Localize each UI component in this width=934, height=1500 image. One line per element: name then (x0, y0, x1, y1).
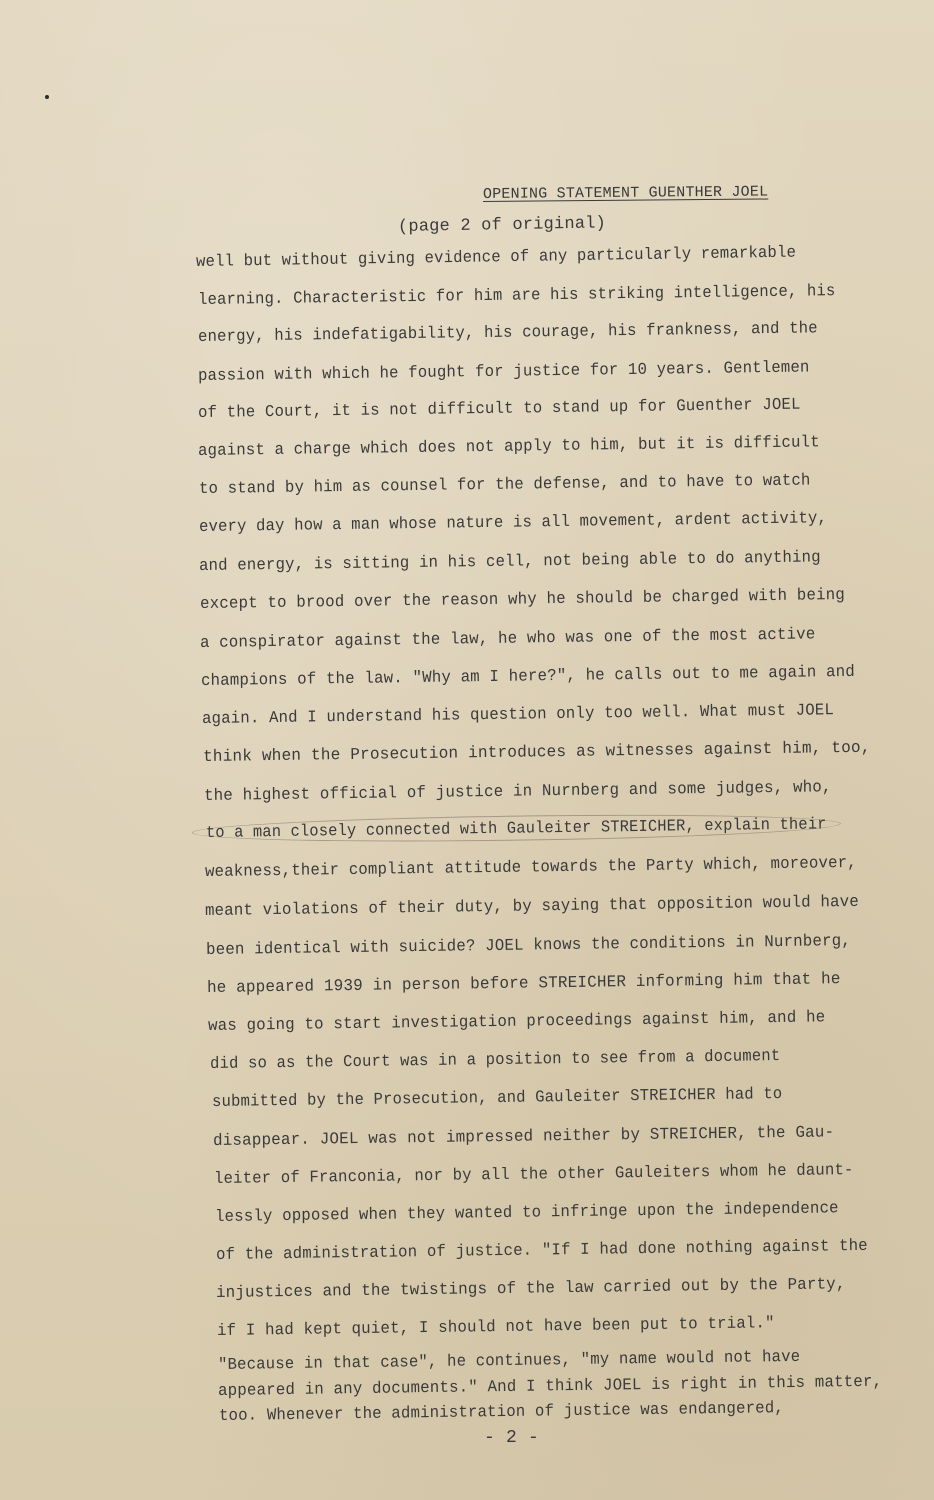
body-line-text: weakness,their compliant attitude towards the Party which, moreover, (204, 852, 857, 881)
page-reference: (page 2 of original) (397, 214, 607, 237)
body-line (203, 738, 871, 766)
body-line-text: submitted by the Prosecution, and Gauleiter STREICHER had to (211, 1084, 783, 1111)
body-line-text: appeared in any documents." And I think JOEL is right in this matter, (217, 1371, 883, 1400)
body-line (208, 1007, 826, 1035)
body-line-text: the highest official of justice in Nurnberg and some judges, who, (203, 777, 832, 805)
body-line-text: was going to start investigation proceedings against him, and he (207, 1007, 826, 1035)
body-line-text: meant violations of their duty, by saying that opposition would have (204, 891, 860, 920)
body-line-text: energy, his indefatigability, his courage, his frankness, and the (197, 318, 818, 346)
body-line (198, 318, 818, 346)
body-line-text: well but without giving evidence of any particularly remarkable (195, 242, 797, 271)
body-line-text: he appeared 1939 in person before STREICHER informing him that he (206, 969, 841, 997)
body-line (199, 547, 821, 575)
body-line (200, 585, 845, 613)
body-line (198, 281, 836, 309)
body-line (200, 624, 816, 652)
body-line (213, 1122, 835, 1150)
body-line (214, 1160, 854, 1188)
body-line-text: too. Whenever the administration of justice was endangered, (218, 1398, 785, 1425)
body-line (215, 1198, 839, 1226)
body-line-text: learning. Characteristic for him are his striking intelligence, his (197, 281, 836, 309)
body-line-text: think when the Prosecution introduces as witnesses against him, too, (202, 737, 871, 766)
body-line-text: disappear. JOEL was not impressed neither by STREICHER, the Gau- (212, 1122, 835, 1150)
body-line-text: except to brood over the reason why he should be charged with being (199, 584, 846, 613)
body-line (205, 853, 857, 881)
body-line (207, 969, 841, 997)
body-line (210, 1046, 781, 1073)
body-line-text: every day how a man whose nature is all movement, ardent activity, (198, 508, 828, 536)
body-line (202, 700, 834, 728)
body-line-text: against a charge which does not apply to him, but it is difficult (197, 432, 820, 460)
body-line-text: of the administration of justice. "If I had done nothing against the (215, 1235, 868, 1264)
body-line (216, 1236, 868, 1264)
body-line (205, 814, 841, 842)
body-line (199, 470, 811, 498)
body-line (205, 892, 859, 920)
body-line-text: "Because in that case", he continues, "my name would not have (217, 1346, 801, 1374)
body-line (198, 395, 801, 422)
body-line-text: a conspirator against the law, he who was one of the most active (199, 624, 816, 652)
body-line (212, 1084, 783, 1111)
body-line-text: to a man closely connected with Gauleiter STREICHER, explain their (192, 811, 841, 845)
body-line (206, 931, 851, 959)
body-line-text: and energy, is sitting in his cell, not being able to do anything (198, 547, 821, 575)
body-line-text: of the Court, it is not difficult to stand up for Guenther JOEL (197, 394, 801, 422)
body-line-text: passion with which he fought for justice for 10 years. Gentlemen (197, 357, 810, 385)
body-line-text: if I had kept quiet, I should not have been put to trial." (216, 1313, 775, 1340)
body-line-text: champions of the law. "Why am I here?", he calls out to me again and (200, 661, 856, 690)
document-title: OPENING STATEMENT GUENTHER JOEL (482, 183, 769, 203)
body-line (218, 1372, 882, 1400)
body-line (204, 777, 832, 805)
body-line (198, 432, 820, 460)
body-line (218, 1347, 801, 1374)
body-line (201, 662, 855, 690)
body-line-text: leiter of Franconia, nor by all the other Gauleiters whom he daunt- (213, 1160, 854, 1188)
body-line (198, 357, 810, 385)
body-line (216, 1274, 846, 1302)
body-line-text: to stand by him as counsel for the defense, and to have to watch (198, 470, 811, 498)
page-number: - 2 - (484, 1428, 540, 1448)
body-line-text: again. And I understand his question only too well. What must JOEL (201, 700, 835, 728)
body-line (217, 1313, 775, 1340)
body-line-text: injustices and the twistings of the law carried out by the Party, (215, 1274, 846, 1302)
body-line-text: lessly opposed when they wanted to infringe upon the independence (214, 1198, 839, 1226)
body-line (199, 508, 827, 536)
body-line (219, 1398, 784, 1425)
body-line-text: been identical with suicide? JOEL knows the conditions in Nurnberg, (205, 930, 852, 959)
body-line-text: did so as the Court was in a position to see from a document (209, 1046, 781, 1073)
body-line (196, 243, 796, 271)
